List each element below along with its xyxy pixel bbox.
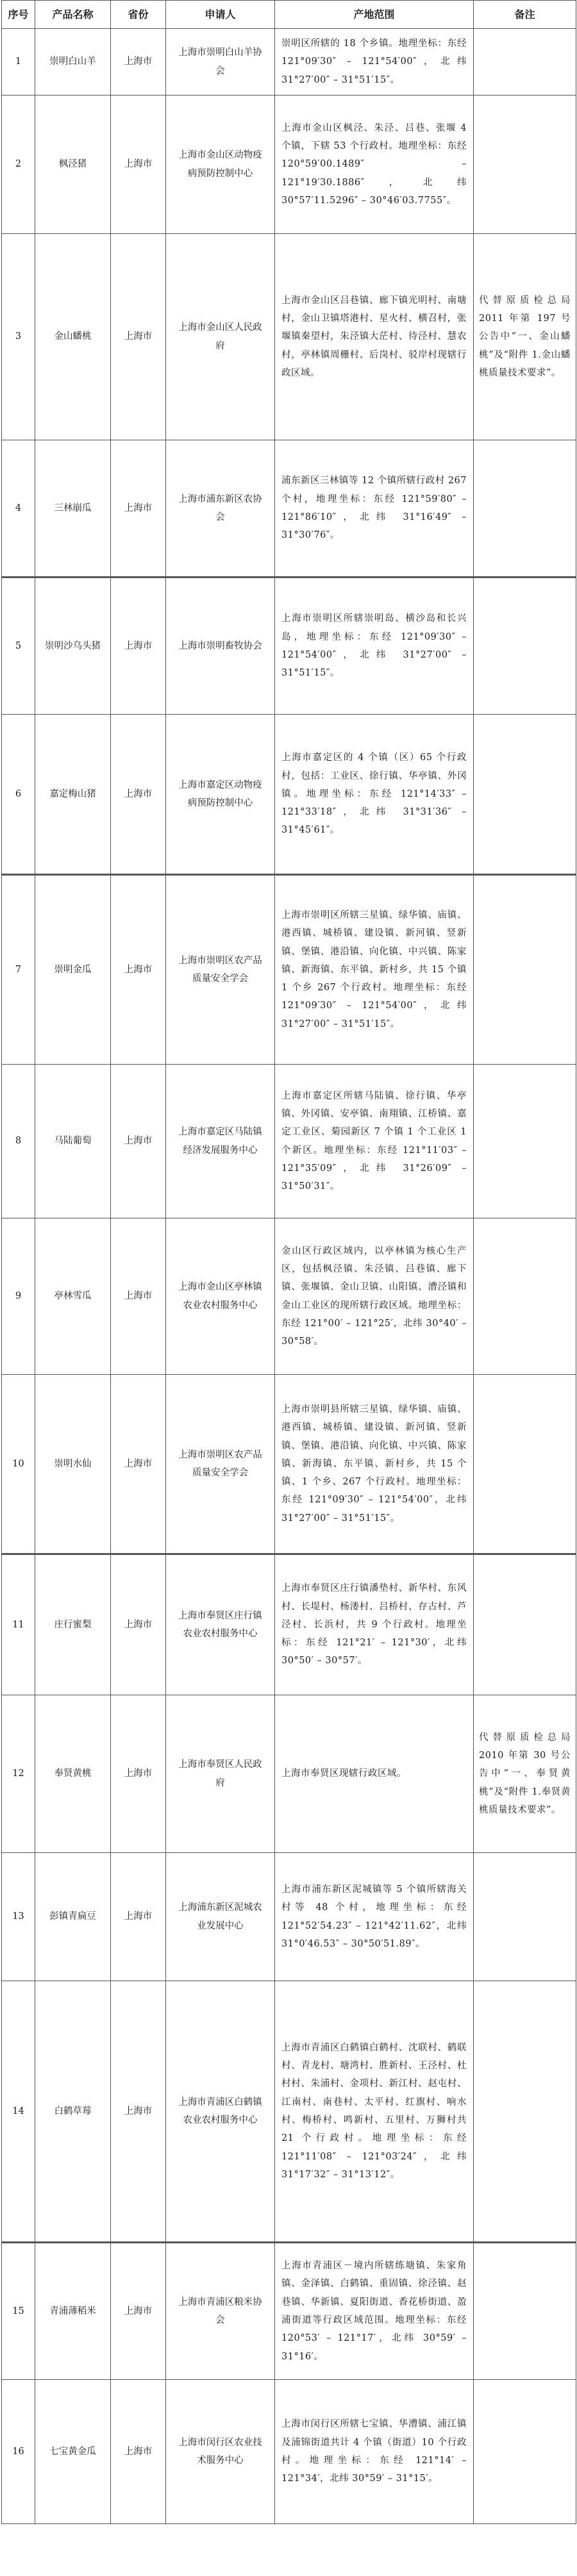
cell-area: 上海市崇明区所辖三星镇、绿华镇、庙镇、港西镇、城桥镇、建设镇、新河镇、竖新镇、堡镇、港沿镇、向化镇、中兴镇、陈家镇、新海镇、东平镇、新村乡，共 15 个镇 1 个乡 267 个行政村。地理坐标：东经 121°09′30″ – 121°54′00″，北纬 31°27′00″ – 31°51′15″。 <box>275 875 474 1065</box>
cell-area: 上海市奉贤区现辖行政区域。 <box>275 1695 474 1853</box>
table-row <box>2 875 576 1065</box>
cell-no: 11 <box>2 1554 35 1695</box>
table-row <box>2 1981 576 2243</box>
cell-area: 崇明区所辖的 18 个乡镇。地理坐标：东经 121°09′30″ – 121°54′00″，北纬 31°27′00″ – 31°51′15″。 <box>275 29 474 96</box>
cell-name: 三林崩瓜 <box>35 440 111 578</box>
cell-province: 上海市 <box>111 234 166 440</box>
cell-name: 金山蟠桃 <box>35 234 111 440</box>
cell-no: 14 <box>2 1981 35 2243</box>
cell-applicant: 上海浦东新区泥城农业发展中心 <box>166 1853 275 1981</box>
cell-no: 6 <box>2 715 35 875</box>
cell-applicant: 上海市嘉定区动物疫病预防控制中心 <box>166 715 275 875</box>
cell-applicant: 上海市嘉定区马陆镇经济发展服务中心 <box>166 1065 275 1218</box>
cell-note <box>474 2243 576 2380</box>
table-row <box>2 2380 576 2524</box>
cell-note <box>474 715 576 875</box>
table-row <box>2 1218 576 1375</box>
table-row <box>2 29 576 96</box>
cell-province: 上海市 <box>111 578 166 715</box>
cell-name: 枫泾猪 <box>35 96 111 234</box>
cell-note <box>474 2380 576 2524</box>
cell-applicant: 上海市闵行区农业技术服务中心 <box>166 2380 275 2524</box>
cell-applicant: 上海市金山区亭林镇农业农村服务中心 <box>166 1218 275 1375</box>
cell-name: 崇明白山羊 <box>35 29 111 96</box>
cell-name: 奉贤黄桃 <box>35 1695 111 1853</box>
cell-applicant: 上海市浦东新区农协会 <box>166 440 275 578</box>
cell-province: 上海市 <box>111 440 166 578</box>
cell-province: 上海市 <box>111 715 166 875</box>
header-name: 产品名称 <box>35 1 111 29</box>
table-row <box>2 234 576 440</box>
cell-applicant: 上海市崇明区农产品质量安全学会 <box>166 1375 275 1554</box>
cell-note <box>474 1853 576 1981</box>
cell-area: 上海市崇明区所辖崇明岛、横沙岛和长兴岛，地理坐标：东经 121°09′30″ – 121°54′00″，北纬 31°27′00″ – 31°51′15″。 <box>275 578 474 715</box>
table-row <box>2 1375 576 1554</box>
cell-applicant: 上海市奉贤区人民政府 <box>166 1695 275 1853</box>
cell-applicant: 上海市青浦区白鹤镇农业农村服务中心 <box>166 1981 275 2243</box>
cell-no: 12 <box>2 1695 35 1853</box>
cell-name: 马陆葡萄 <box>35 1065 111 1218</box>
cell-area: 上海市闵行区所辖七宝镇、华漕镇、浦江镇及浦锦街道共计 4 个镇（街道）10 个行政村。地理坐标：东经 121°14′ – 121°34′，北纬 30°59′ – 31°15′。 <box>275 2380 474 2524</box>
cell-note <box>474 1981 576 2243</box>
cell-no: 13 <box>2 1853 35 1981</box>
cell-name: 崇明金瓜 <box>35 875 111 1065</box>
cell-name: 青浦薄稻米 <box>35 2243 111 2380</box>
cell-area: 上海市奉贤区庄行镇潘垫村、新华村、东风村、长堤村、杨溇村、吕桥村、存古村、芦泾村、长浜村，共 9 个行政村。地理坐标：东经 121°21′ – 121°30′，北纬 30°50′ – 30°57′。 <box>275 1554 474 1695</box>
cell-note: 代替原质检总局 2011 年第 197 号公告中“一、金山蟠桃”及“附件 1.金山蟠桃质量技术要求”。 <box>474 234 576 440</box>
table-row <box>2 2243 576 2380</box>
cell-no: 9 <box>2 1218 35 1375</box>
cell-no: 10 <box>2 1375 35 1554</box>
cell-province: 上海市 <box>111 2243 166 2380</box>
header-applicant: 申请人 <box>166 1 275 29</box>
cell-applicant: 上海市青浦区粮米协会 <box>166 2243 275 2380</box>
cell-no: 3 <box>2 234 35 440</box>
cell-province: 上海市 <box>111 1065 166 1218</box>
cell-area: 上海市浦东新区泥城镇等 5 个镇所辖海关村等 48 个村，地理坐标：东经 121°52′54.23″ – 121°42′11.62″，北纬 31°0′46.53″ – 30°50′51.89″。 <box>275 1853 474 1981</box>
cell-area: 浦东新区三林镇等 12 个镇所辖行政村 267 个村，地理坐标：东经 121°59′80″ – 121°86′10″，北纬 31°16′49″ – 31°30′76″。 <box>275 440 474 578</box>
table-row <box>2 1554 576 1695</box>
table-row <box>2 96 576 234</box>
cell-no: 16 <box>2 2380 35 2524</box>
cell-name: 嘉定梅山猪 <box>35 715 111 875</box>
cell-no: 7 <box>2 875 35 1065</box>
cell-name: 彭镇青扁豆 <box>35 1853 111 1981</box>
cell-note <box>474 440 576 578</box>
cell-note <box>474 875 576 1065</box>
cell-name: 庄行蜜梨 <box>35 1554 111 1695</box>
geographic-indication-table <box>1 0 576 2524</box>
cell-province: 上海市 <box>111 1981 166 2243</box>
cell-province: 上海市 <box>111 1695 166 1853</box>
cell-area: 上海市青浦区－境内所辖练塘镇、朱家角镇、金泽镇、白鹤镇、重固镇、徐泾镇、赵巷镇、华新镇、夏阳街道、香花桥街道、盈浦街道等行政区域范围。地理坐标：东经 120°53′ – 121°17′，北纬 30°59′ – 31°16′。 <box>275 2243 474 2380</box>
cell-name: 亭林雪瓜 <box>35 1218 111 1375</box>
cell-area: 上海市金山区吕巷镇、廊下镇光明村、南塘村，金山卫镇塔港村、星火村、横召村，张堰镇秦望村，朱泾镇大茫村、待泾村、慧农村，亭林镇周栅村、后岗村、驳岸村现辖行政区域。 <box>275 234 474 440</box>
cell-province: 上海市 <box>111 1554 166 1695</box>
cell-area: 上海市青浦区白鹤镇白鹤村、沈联村、鹤联村、青龙村、塘湾村、胜新村、王泾村、杜村村、朱浦村、金项村、新江村、赵屯村、江南村、南巷村、太平村、红旗村、响水村、梅桥村、鸣新村、五里村、万狮村共 21 个行政村。地理坐标：东经 121°11′08″ – 121°03′24″，北纬 31°17′32″ – 31°13′12″。 <box>275 1981 474 2243</box>
table-header-row <box>2 1 576 29</box>
cell-no: 8 <box>2 1065 35 1218</box>
cell-note: 代替原质检总局 2010 年第 30 号公告中“一、奉贤黄桃”及“附件 1.奉贤黄桃质量技术要求”。 <box>474 1695 576 1853</box>
cell-name: 白鹤草莓 <box>35 1981 111 2243</box>
cell-applicant: 上海市崇明畜牧协会 <box>166 578 275 715</box>
cell-note <box>474 1554 576 1695</box>
header-no: 序号 <box>2 1 35 29</box>
cell-name: 崇明水仙 <box>35 1375 111 1554</box>
cell-area: 上海市崇明县所辖三星镇、绿华镇、庙镇、港西镇、城桥镇、建设镇、新河镇、竖新镇、堡镇、港沿镇、向化镇、中兴镇、陈家镇、新海镇、东平镇、新村乡，共 15 个镇、1 个乡、267 个行政村。地理坐标：东经 121°09′30″ – 121°54′00″，北纬 31°27′00″ – 31°51′15″。 <box>275 1375 474 1554</box>
table-row <box>2 1065 576 1218</box>
cell-province: 上海市 <box>111 1853 166 1981</box>
cell-province: 上海市 <box>111 29 166 96</box>
cell-note <box>474 1065 576 1218</box>
cell-province: 上海市 <box>111 2380 166 2524</box>
table-row <box>2 578 576 715</box>
cell-no: 2 <box>2 96 35 234</box>
cell-area: 上海市嘉定区的 4 个镇（区）65 个行政村，包括：工业区、徐行镇、华亭镇、外冈镇。地理坐标：东经 121°14′33″ – 121°33′18″，北纬 31°31′36″ – 31°45′61″。 <box>275 715 474 875</box>
cell-no: 5 <box>2 578 35 715</box>
header-province: 省份 <box>111 1 166 29</box>
cell-no: 4 <box>2 440 35 578</box>
table-row <box>2 440 576 578</box>
cell-note <box>474 96 576 234</box>
cell-applicant: 上海市崇明区农产品质量安全学会 <box>166 875 275 1065</box>
cell-area: 上海市嘉定区所辖马陆镇、徐行镇、华亭镇、外冈镇、安亭镇、南翔镇、江桥镇、嘉定工业区、菊园新区 7 个镇 1 个工业区 1 个新区。地理坐标：东经 121°11′03″ – 121°35′09″，北纬 31°26′09″ – 31°50′31″。 <box>275 1065 474 1218</box>
header-area: 产地范围 <box>275 1 474 29</box>
table-row <box>2 1853 576 1981</box>
cell-applicant: 上海市崇明白山羊协会 <box>166 29 275 96</box>
table-row <box>2 715 576 875</box>
cell-applicant: 上海市金山区人民政府 <box>166 234 275 440</box>
cell-province: 上海市 <box>111 96 166 234</box>
cell-applicant: 上海市金山区动物疫病预防控制中心 <box>166 96 275 234</box>
header-note: 备注 <box>474 1 576 29</box>
cell-province: 上海市 <box>111 875 166 1065</box>
cell-province: 上海市 <box>111 1218 166 1375</box>
cell-applicant: 上海市奉贤区庄行镇农业农村服务中心 <box>166 1554 275 1695</box>
cell-province: 上海市 <box>111 1375 166 1554</box>
cell-no: 1 <box>2 29 35 96</box>
cell-note <box>474 578 576 715</box>
cell-name: 崇明沙乌头猪 <box>35 578 111 715</box>
cell-note <box>474 1375 576 1554</box>
cell-area: 上海市金山区枫泾、朱泾、吕巷、张堰 4 个镇，下辖 53 个行政村。地理坐标：东经 120°59′00.1489″ – 121°19′30.1886″，北纬 30°57′11.5296″ – 30°46′03.7755″。 <box>275 96 474 234</box>
cell-note <box>474 1218 576 1375</box>
cell-note <box>474 29 576 96</box>
cell-name: 七宝黄金瓜 <box>35 2380 111 2524</box>
cell-area: 金山区行政区域内，以亭林镇为核心生产区，包括枫泾镇、朱泾镇、吕巷镇、廊下镇、张堰镇、金山卫镇、山阳镇、漕泾镇和金山工业区的现所辖行政区域。地理坐标：东经 121°00′ – 121°25′，北纬 30°40′ – 30°58′。 <box>275 1218 474 1375</box>
table-row <box>2 1695 576 1853</box>
cell-no: 15 <box>2 2243 35 2380</box>
